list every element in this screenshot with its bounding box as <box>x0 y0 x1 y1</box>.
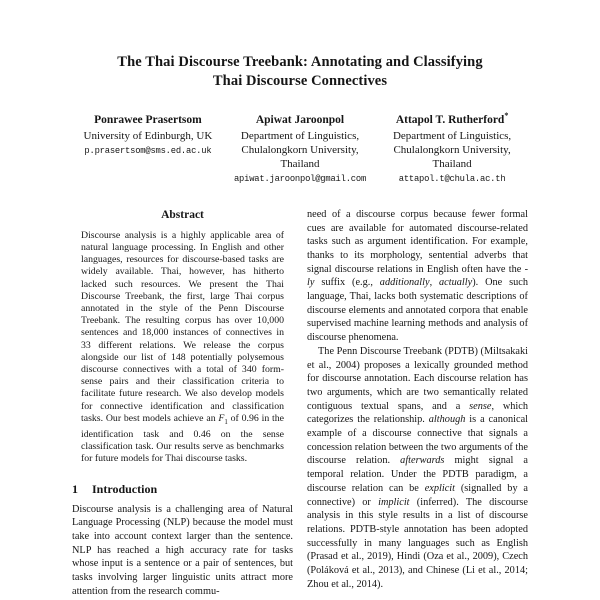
author-2-affiliation-line2: Chulalongkorn University, <box>241 143 359 156</box>
author-2-name-text: Apiwat Jaroonpol <box>255 113 345 126</box>
author-3-footnote-marker: * <box>504 111 509 120</box>
author-3-affiliation-line1: Department of Linguistics, <box>392 129 512 142</box>
introduction-paragraph: Discourse analysis is a challenging area of Natural Language Processing (NLP) because the model must take into account context larger than the sentence. NLP has reached a high accuracy rate for tasks whose input is a sentence or a pair of sentences, but tasks involving larger linguistic units attract more attention from the research commu- <box>72 503 293 597</box>
author-3-affiliation-line3: Thailand <box>432 157 472 170</box>
paper-title-line2: Thai Discourse Connectives <box>212 73 388 89</box>
author-3-email: attapol.t@chula.ac.th <box>398 173 506 184</box>
paper-title-line1: The Thai Discourse Treebank: Annotating and Classifying <box>117 54 483 70</box>
abstract-heading: Abstract <box>161 208 204 221</box>
section-title: Introduction <box>92 481 158 496</box>
right-column-paragraph-2: The Penn Discourse Treebank (PDTB) (Miltsakaki et al., 2004) proposes a lexically grounded method for discourse annotation. Each discourse relation has two arguments, which are two semantically related contiguous textual spans, and a sense, which categorizes the relationship. although is a canonical example of a discourse connective that signals a concession relation between the two arguments of the discourse relation. afterwards might signal a temporal relation. Under the PDTB paradigm, a discourse relation can be explicit (signalled by a connective) or implicit (inferred). The discourse analysis in this style results in a list of discourse relations. PDTB-style annotation has been adopted successfully in many languages such as English (Prasad et al., 2019), Hindi (Oza et al., 2009), Czech (Poláková et al., 2013), and Chinese (Li et al., 2014; Zhou et al., 2014). <box>307 345 528 590</box>
author-3 <box>376 109 528 187</box>
author-2-affiliation-line1: Department of Linguistics, <box>240 129 360 142</box>
paper-title <box>72 53 528 91</box>
author-3-name-text: Attapol T. Rutherford <box>395 113 505 126</box>
author-1-name-text: Ponrawee Prasertsom <box>94 113 202 126</box>
left-column <box>72 208 293 599</box>
author-1-affiliation: University of Edinburgh, UK <box>83 129 213 142</box>
author-2-email: apiwat.jaroonpol@gmail.com <box>233 173 367 184</box>
author-2 <box>224 109 376 187</box>
section-heading-introduction <box>72 483 293 496</box>
author-3-name <box>376 109 528 127</box>
author-2-name <box>224 109 376 127</box>
author-block <box>72 109 528 187</box>
author-2-affiliation-line3: Thailand <box>280 157 320 170</box>
right-column-paragraph-1: need of a discourse corpus because fewer formal cues are available for automated discourse-related tasks such as argument identification. For example, thanks to its morphology, sentential adverbs that signal discourse relations in English often have the -ly suffix (e.g., additionally, actually). One such language, Thai, lacks both systematic descriptions of discourse elements and annotated corpora that enable supervised machine learning methods and analysis of discourse phenomena. <box>307 208 528 344</box>
abstract-text: Discourse analysis is a highly applicable area of natural language processing. In English and other languages, resources for discourse-based tasks are widely available. Thai, however, has hitherto lacked such resources. We present the Thai Discourse Treebank, the first, large Thai corpus annotated in the style of the Penn Discourse Treebank. The resulting corpus has over 10,000 sentences and 18,000 instances of connectives in 33 different relations. We release the corpus alongside our list of 148 potentially polysemous discourse connectives with a total of 340 form-sense pairs and their classification criteria to facilitate future research. We also develop models for connective identification and classification tasks. Our best models achieve an $F_1$ of 0.96 in the identification task and 0.46 on the sense classification task. Our results serve as benchmarks for future models for Thai discourse tasks. <box>81 229 284 465</box>
author-1-name <box>72 109 224 127</box>
two-column-body <box>72 208 528 599</box>
author-3-affiliation-line2: Chulalongkorn University, <box>393 143 511 156</box>
author-1 <box>72 109 224 187</box>
right-column <box>307 208 528 599</box>
author-1-email: p.prasertsom@sms.ed.ac.uk <box>84 145 212 156</box>
section-number: 1 <box>72 481 78 496</box>
